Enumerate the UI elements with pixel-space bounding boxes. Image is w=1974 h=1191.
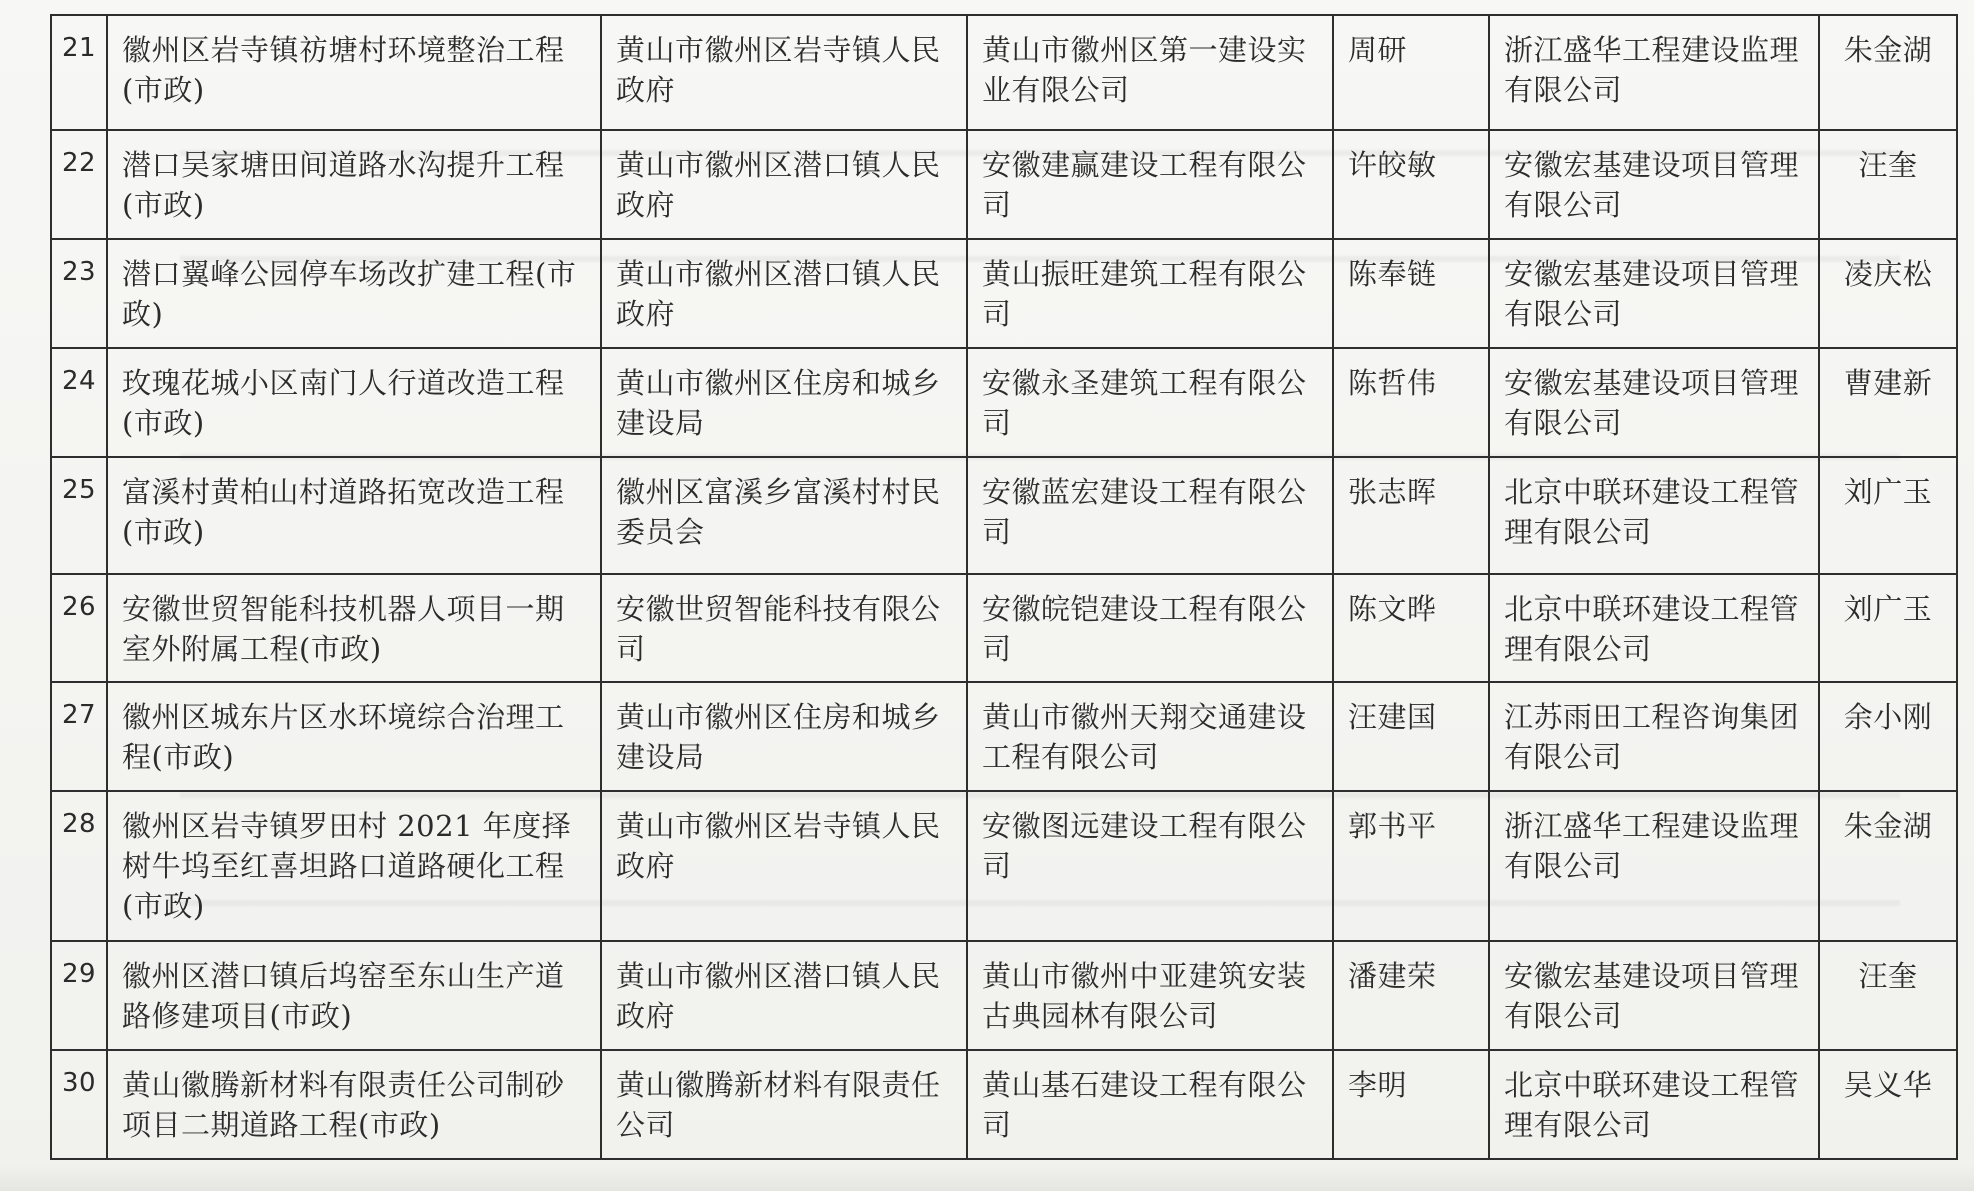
- table-row: [51, 348, 1957, 457]
- supervision-unit: 安徽宏基建设项目管理有限公司: [1489, 130, 1819, 239]
- row-number: 21: [51, 15, 107, 130]
- table-row: [51, 574, 1957, 683]
- row-number: 30: [51, 1050, 107, 1159]
- table-row: [51, 457, 1957, 574]
- scan-shadow: [0, 1163, 1974, 1191]
- contractor-unit: 黄山市徽州区第一建设实业有限公司: [967, 15, 1333, 130]
- row-number: 24: [51, 348, 107, 457]
- project-name: 黄山徽腾新材料有限责任公司制砂项目二期道路工程(市政): [107, 1050, 601, 1159]
- row-number: 29: [51, 941, 107, 1050]
- contractor-unit: 黄山振旺建筑工程有限公司: [967, 239, 1333, 348]
- project-manager: 李明: [1333, 1050, 1489, 1159]
- project-name: 潜口吴家塘田间道路水沟提升工程(市政): [107, 130, 601, 239]
- row-number: 28: [51, 791, 107, 941]
- project-name: 富溪村黄柏山村道路拓宽改造工程(市政): [107, 457, 601, 574]
- contractor-unit: 安徽永圣建筑工程有限公司: [967, 348, 1333, 457]
- chief-supervisor: 朱金湖: [1819, 15, 1957, 130]
- row-number: 25: [51, 457, 107, 574]
- project-manager: 周研: [1333, 15, 1489, 130]
- table-row: [51, 682, 1957, 791]
- owner-unit: 黄山市徽州区住房和城乡建设局: [601, 682, 967, 791]
- owner-unit: 安徽世贸智能科技有限公司: [601, 574, 967, 683]
- chief-supervisor: 汪奎: [1819, 941, 1957, 1050]
- project-name: 徽州区岩寺镇祊塘村环境整治工程(市政): [107, 15, 601, 130]
- chief-supervisor: 朱金湖: [1819, 791, 1957, 941]
- table-row: [51, 130, 1957, 239]
- chief-supervisor: 汪奎: [1819, 130, 1957, 239]
- project-manager: 潘建荣: [1333, 941, 1489, 1050]
- contractor-unit: 黄山市徽州中亚建筑安装古典园林有限公司: [967, 941, 1333, 1050]
- supervision-unit: 浙江盛华工程建设监理有限公司: [1489, 791, 1819, 941]
- project-manager: 郭书平: [1333, 791, 1489, 941]
- supervision-unit: 北京中联环建设工程管理有限公司: [1489, 1050, 1819, 1159]
- project-name: 玫瑰花城小区南门人行道改造工程(市政): [107, 348, 601, 457]
- supervision-unit: 北京中联环建设工程管理有限公司: [1489, 457, 1819, 574]
- owner-unit: 黄山市徽州区住房和城乡建设局: [601, 348, 967, 457]
- project-name: 安徽世贸智能科技机器人项目一期室外附属工程(市政): [107, 574, 601, 683]
- chief-supervisor: 曹建新: [1819, 348, 1957, 457]
- supervision-unit: 北京中联环建设工程管理有限公司: [1489, 574, 1819, 683]
- owner-unit: 黄山市徽州区潜口镇人民政府: [601, 130, 967, 239]
- supervision-unit: 安徽宏基建设项目管理有限公司: [1489, 239, 1819, 348]
- project-table: [50, 14, 1958, 1160]
- table-row: [51, 1050, 1957, 1159]
- project-manager: 张志晖: [1333, 457, 1489, 574]
- project-name: 徽州区岩寺镇罗田村 2021 年度择树牛坞至红喜坦路口道路硬化工程(市政): [107, 791, 601, 941]
- contractor-unit: 安徽建赢建设工程有限公司: [967, 130, 1333, 239]
- project-manager: 许皎敏: [1333, 130, 1489, 239]
- row-number: 22: [51, 130, 107, 239]
- row-number: 26: [51, 574, 107, 683]
- supervision-unit: 安徽宏基建设项目管理有限公司: [1489, 941, 1819, 1050]
- chief-supervisor: 刘广玉: [1819, 574, 1957, 683]
- contractor-unit: 黄山市徽州天翔交通建设工程有限公司: [967, 682, 1333, 791]
- owner-unit: 黄山市徽州区潜口镇人民政府: [601, 941, 967, 1050]
- chief-supervisor: 刘广玉: [1819, 457, 1957, 574]
- table-row: [51, 941, 1957, 1050]
- contractor-unit: 安徽蓝宏建设工程有限公司: [967, 457, 1333, 574]
- contractor-unit: 安徽皖铠建设工程有限公司: [967, 574, 1333, 683]
- project-name: 徽州区潜口镇后坞窑至东山生产道路修建项目(市政): [107, 941, 601, 1050]
- supervision-unit: 江苏雨田工程咨询集团有限公司: [1489, 682, 1819, 791]
- project-name: 徽州区城东片区水环境综合治理工程(市政): [107, 682, 601, 791]
- owner-unit: 黄山市徽州区岩寺镇人民政府: [601, 15, 967, 130]
- table-row: [51, 15, 1957, 130]
- project-manager: 陈文晔: [1333, 574, 1489, 683]
- table-row: [51, 239, 1957, 348]
- row-number: 23: [51, 239, 107, 348]
- table-row: [51, 791, 1957, 941]
- contractor-unit: 安徽图远建设工程有限公司: [967, 791, 1333, 941]
- project-manager: 陈奉链: [1333, 239, 1489, 348]
- project-name: 潜口翼峰公园停车场改扩建工程(市政): [107, 239, 601, 348]
- chief-supervisor: 吴义华: [1819, 1050, 1957, 1159]
- chief-supervisor: 凌庆松: [1819, 239, 1957, 348]
- chief-supervisor: 余小刚: [1819, 682, 1957, 791]
- contractor-unit: 黄山基石建设工程有限公司: [967, 1050, 1333, 1159]
- owner-unit: 徽州区富溪乡富溪村村民委员会: [601, 457, 967, 574]
- owner-unit: 黄山徽腾新材料有限责任公司: [601, 1050, 967, 1159]
- owner-unit: 黄山市徽州区岩寺镇人民政府: [601, 791, 967, 941]
- project-manager: 汪建国: [1333, 682, 1489, 791]
- owner-unit: 黄山市徽州区潜口镇人民政府: [601, 239, 967, 348]
- project-manager: 陈哲伟: [1333, 348, 1489, 457]
- supervision-unit: 安徽宏基建设项目管理有限公司: [1489, 348, 1819, 457]
- row-number: 27: [51, 682, 107, 791]
- supervision-unit: 浙江盛华工程建设监理有限公司: [1489, 15, 1819, 130]
